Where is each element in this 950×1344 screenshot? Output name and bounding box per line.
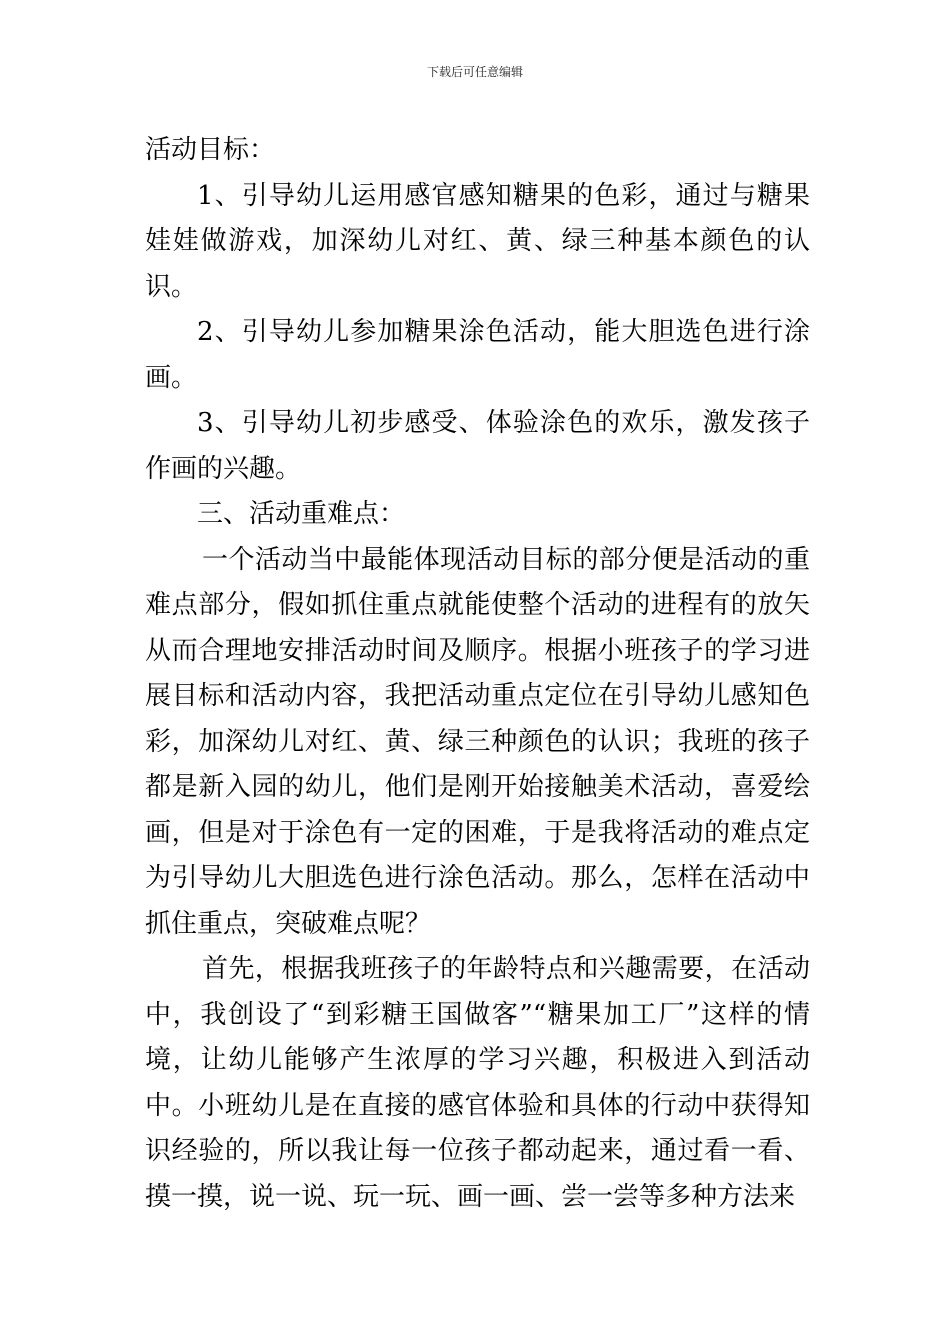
goal-item-1: 1、引导幼儿运用感官感知糖果的色彩，通过与糖果娃娃做游戏，加深幼儿对红、黄、绿三种基本颜色的认识。 <box>145 180 810 302</box>
goal-item-3: 3、引导幼儿初步感受、体验涂色的欢乐，激发孩子作画的兴趣。 <box>145 408 810 484</box>
section-heading-goals: 活动目标： <box>145 135 276 165</box>
section-heading-key-points: 三、活动重难点： <box>197 499 406 529</box>
document-body <box>145 128 810 1220</box>
body-paragraph-key-points: 一个活动当中最能体现活动目标的部分便是活动的重难点部分，假如抓住重点就能使整个活动的进程有的放矢从而合理地安排活动时间及顺序。根据小班孩子的学习进展目标和活动内容，我把活动重点定位在引导幼儿感知色彩，加深幼儿对红、黄、绿三种颜色的认识；我班的孩子都是新入园的幼儿，他们是刚开始接触美术活动，喜爱绘画，但是对于涂色有一定的困难，于是我将活动的难点定为引导幼儿大胆选色进行涂色活动。那么，怎样在活动中抓住重点，突破难点呢？ <box>145 544 810 939</box>
goal-item-2: 2、引导幼儿参加糖果涂色活动，能大胆选色进行涂画。 <box>145 317 810 393</box>
body-paragraph-first: 首先，根据我班孩子的年龄特点和兴趣需要，在活动中，我创设了“到彩糖王国做客”“糖果加工厂”这样的情境，让幼儿能够产生浓厚的学习兴趣，积极进入到活动中。小班幼儿是在直接的感官体验和具体的行动中获得知识经验的，所以我让每一位孩子都动起来，通过看一看、摸一摸，说一说、玩一玩、画一画、尝一尝等多种方法来 <box>145 954 810 1212</box>
page-header: 下载后可任意编辑 <box>426 65 523 79</box>
